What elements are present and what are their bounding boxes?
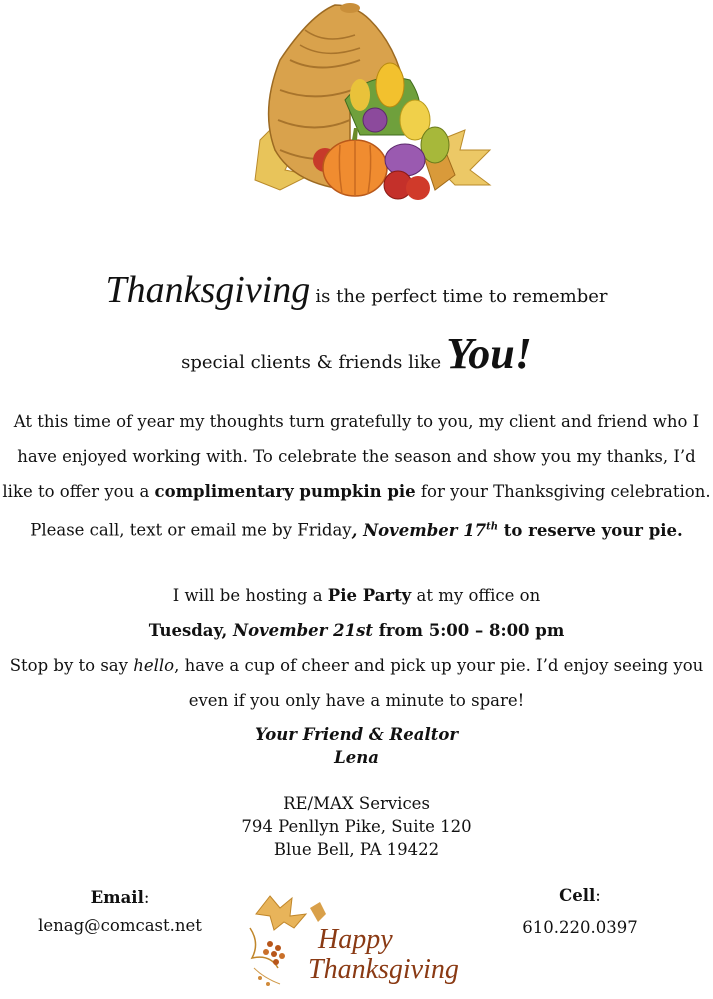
office-name: RE/MAX Services [283,794,430,813]
party-line-1 [0,584,713,619]
party-line-3-post: , have a cup of cheer and pick up your pie. I’d enjoy seeing you [174,656,704,675]
signature-line-1: Your Friend & Realtor [254,725,459,744]
cell-label [480,884,680,916]
signature [0,723,713,769]
intro-line-1: At this time of year my thoughts turn gratefully to you, my client and friend who I [13,412,700,431]
pie-party-text: Pie Party [327,586,412,605]
logo-happy: Happy [318,924,393,955]
intro-line-3-pre: like to offer you a [2,482,155,501]
headline-line-2-text: special clients & friends like [181,352,442,373]
cell-label-text: Cell [559,886,596,905]
cell-label-colon: : [595,886,601,905]
intro-line-3 [0,480,713,515]
paragraph-intro [0,410,713,550]
office-street: 794 Penllyn Pike, Suite 120 [241,817,472,836]
cornucopia-illustration [240,0,500,215]
office-city: Blue Bell, PA 19422 [273,840,440,859]
reserve-date: , November 17 [351,520,487,540]
party-day: Tuesday, [148,621,233,640]
office-address [0,792,713,861]
email-label-colon: : [143,888,150,907]
email-value[interactable]: lenag@comcast.net [38,916,202,935]
intro-line-4 [0,515,713,550]
party-line-3 [0,654,713,689]
email-label-text: Email [90,888,144,907]
cell-block [480,884,680,940]
party-date: November 21st [233,621,373,640]
party-line-1-post: at my office on [411,586,541,605]
intro-line-2: have enjoyed working with. To celebrate the season and show you my thanks, I’d [17,447,696,466]
party-time: from 5:00 – 8:00 pm [372,621,565,640]
party-line-1-pre: I will be hosting a [172,586,328,605]
headline-line-1 [0,268,713,312]
logo-thanksgiving: Thanksgiving [308,954,459,985]
reserve-text: to reserve your pie. [498,520,683,540]
happy-thanksgiving-logo [240,888,465,993]
intro-line-3-post: for your Thanksgiving celebration. [415,482,711,501]
intro-line-4-pre: Please call, text or email me by Friday [30,520,352,540]
party-line-4: even if you only have a minute to spare! [188,691,525,710]
headline-line-2 [0,328,713,379]
paragraph-party [0,584,713,724]
email-block [20,886,220,938]
headline-script-word: Thanksgiving [105,269,311,311]
headline-rest: is the perfect time to remember [315,286,608,307]
complimentary-pie-text: complimentary pumpkin pie [154,482,416,501]
cell-value[interactable]: 610.220.0397 [522,918,638,937]
signature-name: Lena [334,748,379,767]
party-date-line [0,619,713,654]
email-label [20,886,220,914]
headline-you: You! [446,329,532,378]
hello-text: hello [133,656,175,675]
reserve-date-suffix: th [486,521,499,532]
party-line-3-pre: Stop by to say [9,656,134,675]
